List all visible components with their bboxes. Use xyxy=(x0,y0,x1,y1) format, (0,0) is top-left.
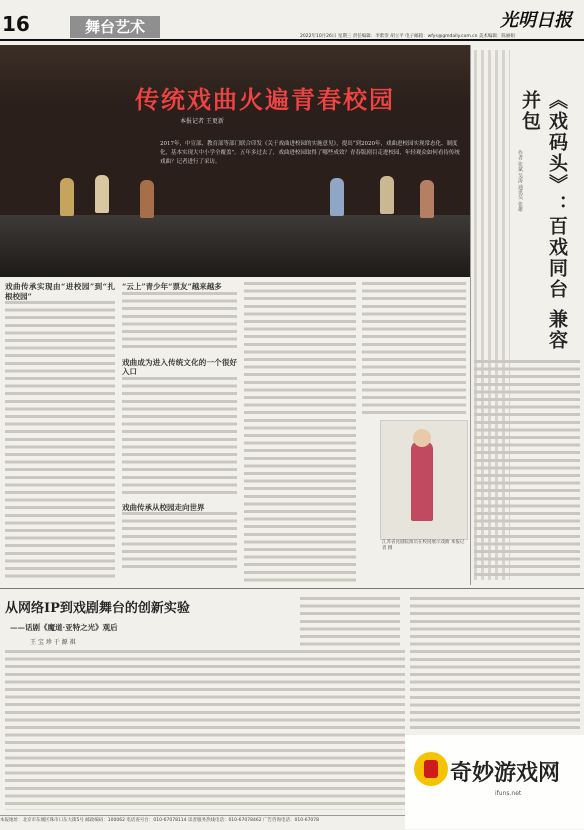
article-column xyxy=(122,282,237,582)
subhead: 戏曲传承实现由“进校园”到“扎根校园” xyxy=(5,282,115,301)
lead-byline: 本报记者 王更新 xyxy=(180,118,224,125)
performer-head xyxy=(413,429,431,447)
text-lines xyxy=(122,377,237,497)
second-headline: 从网络IP到戏剧舞台的创新实验 xyxy=(5,601,190,616)
header-divider xyxy=(0,39,584,41)
second-article-lines xyxy=(300,597,400,650)
section-label: 舞台艺术 xyxy=(70,16,160,38)
article-column xyxy=(362,282,466,417)
watermark-brand: 奇妙游戏网 xyxy=(450,761,561,786)
newspaper-masthead: 光明日报 xyxy=(500,10,572,31)
section-divider xyxy=(0,588,584,589)
page-number: 16 xyxy=(2,12,30,36)
performer-figure xyxy=(140,180,154,218)
opera-performer-photo xyxy=(380,420,468,540)
article-column xyxy=(244,282,356,582)
subhead: “云上”青少年“票友”越来越多 xyxy=(122,282,222,291)
watermark-logo-mark xyxy=(424,760,438,778)
text-lines xyxy=(5,301,115,582)
text-lines xyxy=(122,292,237,352)
aside-headline: 《戏码头》：百戏同台 兼容并包 xyxy=(519,90,568,351)
watermark-url: ifuns.net xyxy=(495,790,522,797)
aside-text-lines xyxy=(474,360,580,580)
text-lines xyxy=(122,512,237,572)
second-subtitle: ——话剧《魔道·亚特之光》观后 xyxy=(10,623,118,632)
article-column xyxy=(5,282,115,582)
stage-floor xyxy=(0,215,470,277)
edition-info: 2022年10月26日 星期三 责任编辑：李紫崇 胡立平 电子邮箱：wfys@gmdaily.com.cn 美术编辑：陈丽娟 xyxy=(300,34,515,39)
subhead: 戏曲成为进入传统文化的一个很好入口 xyxy=(122,357,237,376)
photo-caption: 江苏省昆剧院演员在校园展示戏曲 本报记者 摄 xyxy=(382,540,465,551)
second-byline: 王 宝 珍 于 源 祺 xyxy=(30,639,76,646)
lead-headline: 传统戏曲火遍青春校园 xyxy=(135,85,395,114)
page-footer: 本报地址：北京市东城区珠市口东大街5号 邮政编码：100062 电话查号台：010-67078114 读者服务热线电话：010-67078462 广告咨询电话：010-67078 xyxy=(0,815,405,830)
aside-byline: 作者 张斌 吴涛 通讯员 张雄 xyxy=(517,150,523,212)
second-article-lines xyxy=(5,650,405,810)
lead-intro: 2017年，中宣部、教育部等部门联合印发《关于戏曲进校园的实施意见》，提出“到2020年，戏曲进校园实现常态化、制度化，基本实现大中小学全覆盖”。五年多过去了，戏曲进校园取得了哪些成效？青春版剧目走进校园，年轻观众如何看待传统戏曲？记者进行了采访。 xyxy=(160,141,460,165)
performer-costume xyxy=(411,441,433,521)
subhead: 戏曲传承从校园走向世界 xyxy=(122,502,205,512)
performer-figure xyxy=(60,178,74,216)
performer-figure xyxy=(95,175,109,213)
second-article-lines xyxy=(410,597,580,732)
